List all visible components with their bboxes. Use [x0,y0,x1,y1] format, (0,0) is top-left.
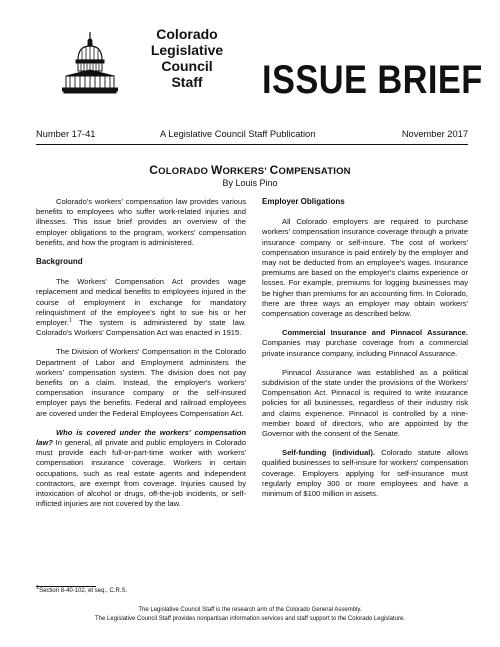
obligations-heading: Employer Obligations [262,197,345,206]
masthead [30,18,483,118]
page-footer [0,606,500,624]
issue-brief-title: ISSUE BRIEF [262,58,483,102]
org-line: Council [161,58,213,74]
division-paragraph: The Division of Workers' Compensation in the Colorado Department of Labor and Employment administers the workers' compensation system. The division does not pay benefits on a claim. Instead, the employer's workers' compensation insurance company or the self-insured employer pays the benefits. Federal and railroad employees are covered under the Federal Employees Compensation Act. [36,347,246,418]
commercial-paragraph: Commercial Insurance and Pinnacol Assurance. Companies may purchase coverage from a commercial private insurance company, including Pinnacol Assurance. [262,328,468,358]
footnote-divider [36,586,96,587]
publication-meta [36,129,468,143]
background-paragraph: The Workers' Compensation Act provides wage replacement and medical benefits to employees injured in the course of employment in exchange for mandatory relinquishment of the employee's right to sue his or her employer.$^1$ The system is administered by state law. Colorado's Workers' Compensation Act was enacted in 1915. [36,277,246,338]
intro-paragraph: Colorado's workers' compensation law provides various benefits to employees who suffer work-related injuries and illnesses. This issue brief provides an overview of the employer obligations to the program, workers' compensation benefits, and how the program is administered. [36,197,246,247]
self-funding-lead: Self-funding (individual). [282,448,375,458]
self-funding-paragraph: Self-funding (individual). Colorado statute allows qualified businesses to self-insure for workers' compensation coverage. Employers applying for self-insurance must regularly employ 300 or more employees and have a minimum of $100 million in assets. [262,448,468,499]
footnote: $^1$Section 8-40-102, et seq., C.R.S. [36,585,128,594]
left-column [36,197,246,518]
coverage-paragraph: Who is covered under the workers' compensation law? In general, all private and public employers in Colorado must provide each full-or-part-time worker with workers' compensation insurance coverage. Workers in certain occupations, such as real estate agents and independent contractors, are exempt from coverage. Injuries caused by intoxication of alcohol or drugs, off-the-job incidents, or self-inflicted injuries are not covered by the law. [36,427,246,509]
commercial-lead: Commercial Insurance and Pinnacol Assurance. [282,328,468,338]
coverage-question: Who is covered under the workers' compensation law? [36,427,246,448]
issue-number: Number 17-41 [36,129,96,139]
publication-line: A Legislative Council Staff Publication [160,129,316,139]
footnote-ref: 1 [68,317,72,324]
footer-line: The Legislative Council Staff is the research arm of the Colorado General Assembly. [138,607,362,613]
obligations-paragraph: All Colorado employers are required to purchase workers' compensation insurance coverage through a private insurance company or self-insure. The cost of workers' compensation insurance is paid entirely by the employer and may not be deducted from an employee's wages. Insurance premiums are based on the employer's claims experience or losses. For example, premiums for logging businesses may be higher than premiums for an accounting firm. In Colorado, there are three ways an employer may obtain workers' compensation coverage as described below. [262,217,468,319]
footer-line: The Legislative Council Staff provides nonpartisan information services and staff support to the Colorado Legislature. [95,616,405,622]
org-line: Colorado [156,26,218,42]
article-author: By Louis Pino [222,178,278,188]
right-column [262,197,468,508]
org-line: Staff [171,74,203,90]
header-divider [36,144,468,145]
background-heading: Background [36,257,83,267]
org-line: Legislative [150,42,224,58]
pinnacol-paragraph: Pinnacol Assurance was established as a political subdivision of the state under the provisions of the Workers' Compensation Act. Pinnacol is required to write insurance policies for all businesses, regardless of their industry risk and claims experience. Pinnacol is controlled by a nine-member board of directors, who are appointed by the Governor with the consent of the Senate. [262,367,468,439]
capitol-building-icon [62,30,118,94]
article-title: COLORADO WORKERS' COMPENSATION [149,163,351,177]
org-name [148,26,226,90]
issue-date: November 2017 [401,129,468,139]
